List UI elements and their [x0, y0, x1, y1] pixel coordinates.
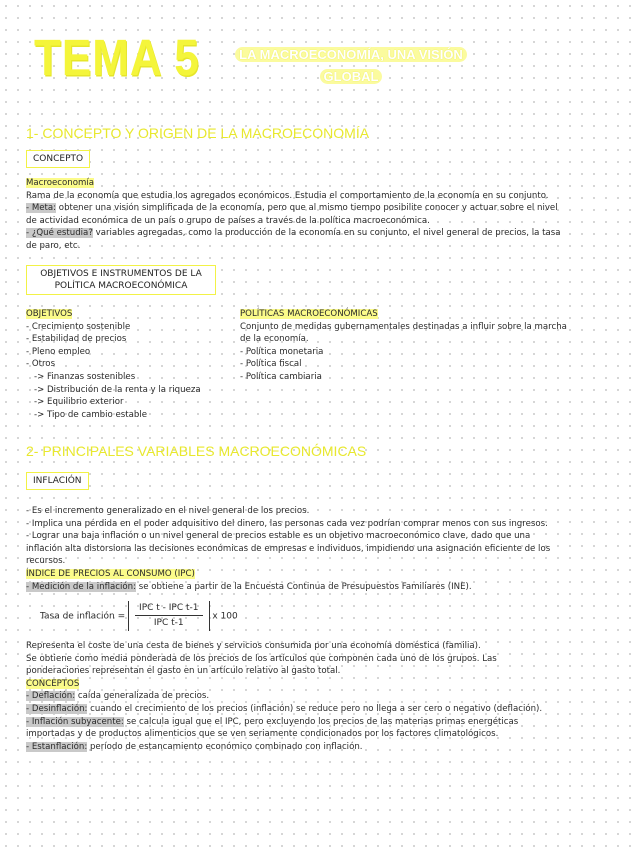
formula-label: Tasa de inflación: [40, 611, 115, 622]
subyacente-text-2: importadas y de productos alimenticios que se ven seriamente condicionados por los factores climatológicos.: [26, 729, 499, 740]
section-1-heading: 1- CONCEPTO Y ORIGEN DE LA MACROECONOMÍA: [26, 125, 370, 141]
ipc-title: ÍNDICE DE PRECIOS AL CONSUMO (IPC): [26, 568, 195, 579]
objetivo-item: - Pleno empleo: [26, 346, 91, 357]
subtitle-line-1: LA MACROECONOMÍA, UNA VISIÓN: [235, 47, 467, 62]
estanflacion-text: período de estancamiento económico combinado con inflación.: [87, 741, 363, 752]
politica-item: - Política monetaria: [240, 346, 324, 357]
macro-label: Macroeconomía: [26, 178, 95, 188]
deflacion-label: - Deflación:: [26, 691, 76, 702]
page-subtitle: [222, 44, 480, 88]
inflation-formula: [40, 601, 238, 631]
politicas-desc-2: de la economía.: [240, 334, 309, 345]
formula-equals: =: [117, 611, 126, 622]
inflacion-bullet: - Es el incremento generalizado en el nivel general de los precios.: [26, 506, 310, 516]
represent-line-3: ponderaciones representan el gasto en un artículo relativo al gasto total.: [26, 666, 341, 677]
objetivo-item: - Estabilidad de precios: [26, 334, 127, 345]
formula-bracket: [128, 601, 209, 631]
objetivo-item: - Crecimiento sostenible: [26, 321, 131, 332]
objetivos-box-line-2: POLÍTICA MACROECONÓMICA: [54, 281, 188, 291]
meta-text-2: de actividad económica de un país o grupo de países a través de la política macroeconómica.: [26, 215, 430, 226]
conceptos-title: CONCEPTOS: [26, 678, 80, 689]
objetivo-subitem: -> Equilibrio exterior: [34, 397, 124, 408]
inflacion-bullet: inflación alta distorsiona las decisiones económicas de empresas e individuos, impidiendo una asignación eficiente de los: [26, 543, 551, 554]
formula-multiplier: x 100: [212, 611, 238, 622]
deflacion-text: caída generalizada de precios.: [75, 691, 210, 702]
objetivo-subitem: -> Tipo de cambio estable: [34, 409, 148, 420]
medicion-label: - Medición de la inflación:: [26, 581, 137, 592]
subyacente-text-1: se calcula igual que el IPC, pero excluyendo los precios de las materias primas energéticas: [123, 716, 519, 727]
inflacion-bullet: - Lograr una baja inflación o un nivel general de precios estable es un objetivo macroeconómico clave, dado que una: [26, 531, 531, 542]
que-label: - ¿Qué estudia?: [26, 228, 93, 239]
macro-def: Rama de la economía que estudia los agregados económicos. Estudia el comportamiento de la economía en su conjunto.: [26, 190, 549, 201]
desinflacion-text: cuando el crecimiento de los precios (inflación) se reduce pero no llega a ser cero o negativo (deflación).: [87, 703, 543, 714]
desinflacion-label: - Desinflación:: [26, 703, 88, 714]
politicas-list: [240, 308, 567, 384]
formula-numerator: IPC t - IPC t-1: [135, 601, 202, 616]
objetivo-subitem: -> Finanzas sostenibles: [34, 371, 136, 382]
formula-denominator: IPC t-1: [153, 618, 184, 628]
meta-label: - Meta:: [26, 203, 57, 214]
politica-item: - Política fiscal: [240, 359, 302, 370]
inflacion-bullets: [26, 505, 550, 593]
medicion-text: se obtiene a partir de la Encuesta Continua de Presupuestos Familiares (INE).: [136, 581, 472, 592]
objetivo-subitem: -> Distribución de la renta y la riqueza: [34, 384, 201, 395]
concepto-box: CONCEPTO: [26, 150, 90, 168]
ipc-description: [26, 640, 542, 753]
represent-line-1: Representa el coste de una cesta de bienes y servicios consumida por una economía doméstica (familia).: [26, 641, 481, 651]
objetivos-box: [26, 265, 216, 295]
objetivos-title: OBJETIVOS: [26, 309, 73, 319]
section-2-heading: 2- PRINCIPALES VARIABLES MACROECONÓMICAS: [26, 443, 367, 459]
que-text-1: variables agregadas, como la producción de la economía en su conjunto, el nivel general de precios, la tasa: [92, 228, 561, 239]
que-text-2: de paro, etc.: [26, 240, 81, 251]
objetivos-box-line-1: OBJETIVOS E INSTRUMENTOS DE LA: [40, 269, 202, 279]
objetivos-list: [26, 308, 201, 421]
politicas-title: POLÍTICAS MACROECONÓMICAS: [240, 309, 378, 319]
page-title: TEMA 5: [34, 30, 200, 87]
subyacente-label: - Inflación subyacente:: [26, 716, 124, 727]
politica-item: - Política cambiaria: [240, 371, 322, 382]
objetivo-item: - Otros: [26, 359, 56, 370]
inflacion-bullet: recursos.: [26, 556, 66, 567]
concepto-text: [26, 177, 560, 253]
inflacion-box: INFLACIÓN: [26, 472, 89, 490]
represent-line-2: Se obtiene como media ponderada de los precios de los artículos que componen cada uno de los grupos. Las: [26, 653, 497, 664]
meta-text-1: obtener una visión simplificada de la economía, pero que al mismo tiempo posibilite conocer y actuar sobre el nivel: [56, 203, 558, 214]
inflacion-bullet: - Implica una pérdida en el poder adquisitivo del dinero, las personas cada vez podrían comprar menos con sus ingresos.: [26, 518, 548, 529]
estanflacion-label: - Estanflación:: [26, 741, 88, 752]
subtitle-line-2: GLOBAL: [320, 69, 383, 84]
politicas-desc-1: Conjunto de medidas gubernamentales destinadas a influir sobre la marcha: [240, 321, 567, 332]
